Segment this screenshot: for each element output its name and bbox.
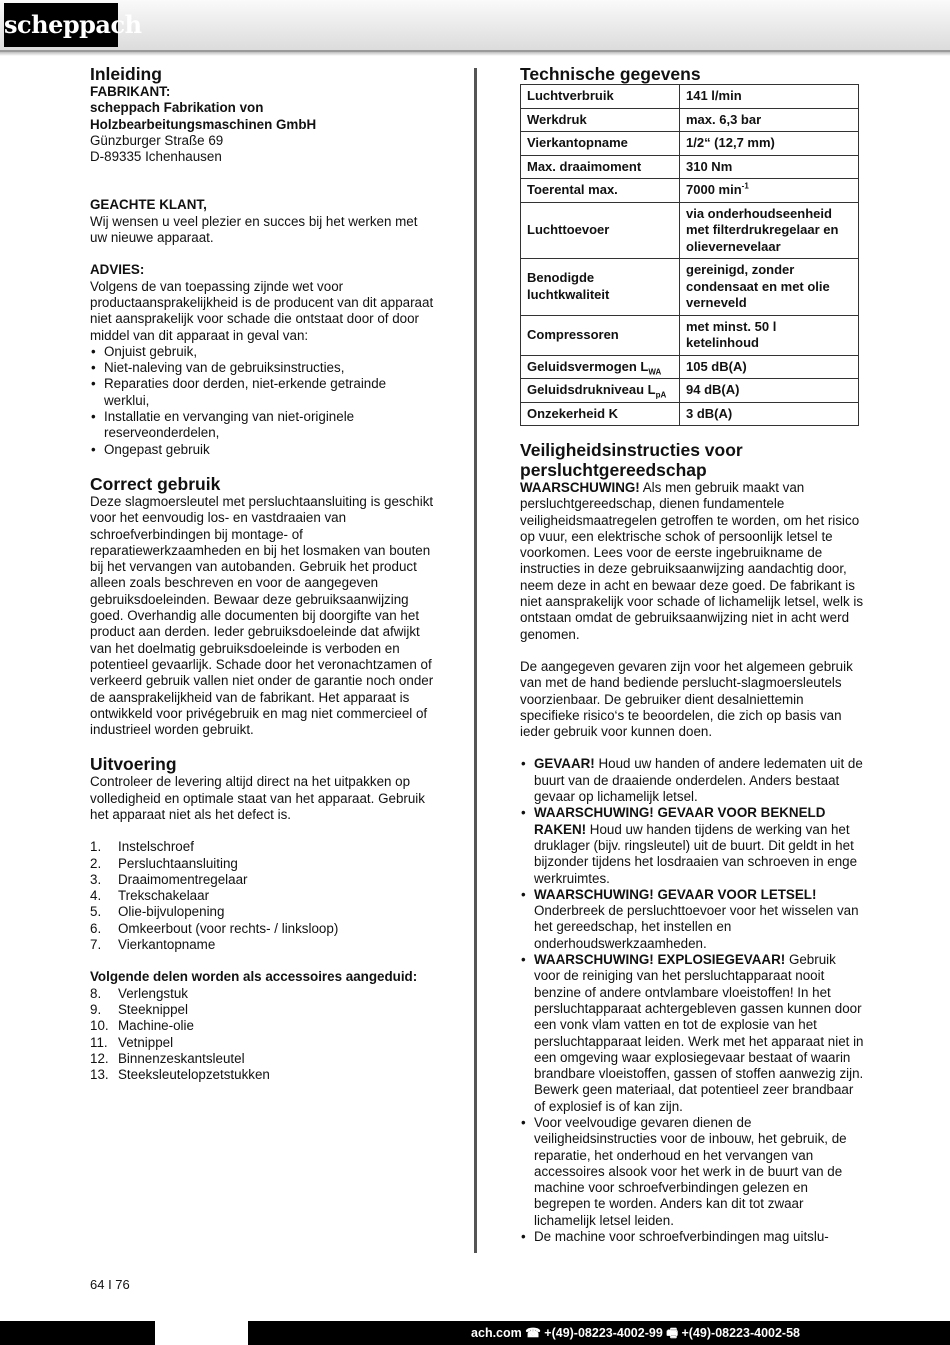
table-row: Benodigde luchtkwaliteit gereinigd, zonder condensaat en met olie verneveld — [521, 259, 859, 316]
table-row: Geluidsvermogen $L_{WA}$ 105 dB(A) — [521, 355, 859, 379]
table-row: Vierkantopname 1/2“ (12,7 mm) — [521, 132, 859, 156]
list-item: 13. Steeksleutelopzetstukken — [90, 1067, 270, 1083]
table-row: Max. draaimoment 310 Nm — [521, 155, 859, 179]
parts-list — [90, 839, 435, 953]
correct-gebruik-title: Correct gebruik — [90, 473, 221, 494]
safety-para2: De aangegeven gevaren zijn voor het algemeen gebruik van met de hand bediende perslucht-slagmoersleutels voorzienbaar. De gebruiker dient desalniettemin specifieke risico‘s te beoordelen, die zich op basis van ieder gebruik voor kunnen doen. — [520, 658, 853, 740]
list-item: • Niet-naleving van de gebruiksinstructies, — [90, 360, 435, 376]
uitvoering-title: Uitvoering — [90, 754, 177, 775]
list-item: 9. Steeknippel — [90, 1001, 188, 1017]
table-row: Luchttoevoer via onderhoudseenheid met filterdrukregelaar en olievernevelaar — [521, 202, 859, 259]
klant-text: Wij wensen u veel plezier en succes bij het werken met uw nieuwe apparaat. — [90, 213, 418, 246]
page-number: 64 I 76 — [90, 1277, 130, 1292]
list-item: • WAARSCHUWING! EXPLOSIEGEVAAR! Gebruik voor de reiniging van het persluchtapparaat nooit benzine of andere ontvlambare vloeistoffen! In het persluchtapparaat achtergebleven gassen kunnen door een vonk vlam vatten en tot de explosie van het persluchtapparaat leiden. Werk met het apparaat niet in een omgeving waar explosiegevaar bestaat of waarin brandbare vloeistoffen, gassen of stoffen aanwezig zijn. Bewerk geen materiaal, dat potentieel zeer brandbaar of explosief is of kan zijn. — [520, 952, 865, 1115]
list-item: • Ongepast gebruik — [90, 442, 435, 458]
list-item: • Reparaties door derden, niet-erkende getrainde werklui, — [90, 376, 435, 409]
column-divider — [474, 68, 477, 1253]
correct-gebruik-text: Deze slagmoersleutel met persluchtaansluiting is geschikt voor het eenvoudig los- en vastdraaien van schroefverbindingen bij montage- of reparatiewerkzaamheden en bij het losmaken van bouten bij het vervangen van autobanden. Gebruik het product alleen zoals beschreven en voor de aangegeven gebruiksdoeleinden. Bewaar deze gebruiksaanwijzing goed. Overhandig alle documenten bij doorgifte van het product aan derden. Ieder gebruiksdoeleinde dat afwijkt van het doelmatig gebruiksdoeleinde is verboden en potentieel gevaarlijk. Schade door het veronachtzamen of verkeerd gebruik vallen niet onder de garantie noch onder de aansprakelijkheid van de fabrikant. Het apparaat is ontwikkeld voor privégebruik en mag niet commercieel of industrieel worden gebruikt. — [90, 493, 434, 738]
table-row: Compressoren met minst. 50 l ketelinhoud — [521, 315, 859, 355]
left-column — [90, 64, 435, 1083]
spec-table — [520, 84, 859, 426]
list-item: • WAARSCHUWING! GEVAAR VOOR LETSEL! Onderbreek de persluchttoevoer voor het wisselen van het gereedschap, het instellen en onderhoudswerkzaamheden. — [520, 887, 865, 952]
safety-warning: WAARSCHUWING! Als men gebruik maakt van persluchtgereedschap, dienen fundamentele veiligheidsmaatregelen getroffen te worden, om het risico op vuur, een elektrische schok of persoonlijk letsel te voorkomen. Lees voor de eerste ingebruikname de instructies in deze gebruiksaanwijzing aandachtig door, neem deze in acht en bewaar deze goed. De fabrikant is niet aansprakelijk voor schade of lichamelijk letsel, welk is ontstaan omdat de gebruiksaanwijzing niet in acht werd genomen. — [520, 480, 864, 642]
inleiding-title: Inleiding — [90, 64, 162, 84]
table-row: Werkdruk max. 6,3 bar — [521, 108, 859, 132]
right-column — [520, 64, 865, 1245]
list-item: 3. Draaimomentregelaar — [90, 871, 248, 887]
page-header — [0, 0, 950, 52]
table-row: Toerental max. 7000 $\min^{-1}$ — [521, 179, 859, 203]
accessoires-label: Volgende delen worden als accessoires aangeduid: — [90, 969, 418, 985]
address-line2: D-89335 Ichenhausen — [90, 149, 222, 165]
list-item: 11. Vetnippel — [90, 1034, 174, 1050]
list-item: • De machine voor schroefverbindingen mag uitslu- — [520, 1229, 865, 1245]
safety-list — [520, 756, 865, 1245]
list-item: 6. Omkeerbout (voor rechts- / linksloop) — [90, 920, 339, 936]
list-item: • GEVAAR! Houd uw handen of andere ledematen uit de buurt van de draaiende onderdelen. Anders bestaat gevaar op lichamelijk letsel. — [520, 756, 865, 805]
scheppach-logo: scheppach — [4, 3, 118, 47]
advies-list — [90, 344, 435, 458]
tech-title: Technische gegevens — [520, 64, 701, 84]
footer-gap — [155, 1321, 248, 1345]
header-shadow — [0, 52, 950, 56]
list-item: 8. Verlengstuk — [90, 985, 188, 1001]
company-line2: Holzbearbeitungsmaschinen GmbH — [90, 116, 317, 132]
klant-label: GEACHTE KLANT, — [90, 197, 207, 213]
advies-label: ADVIES: — [90, 262, 145, 278]
list-item: • Onjuist gebruik, — [90, 344, 435, 360]
list-item: 2. Persluchtaansluiting — [90, 855, 238, 871]
list-item: • Installatie en vervanging van niet-originele reserveonderdelen, — [90, 409, 435, 442]
list-item: 4. Trekschakelaar — [90, 888, 210, 904]
list-item: 1. Instelschroef — [90, 839, 194, 855]
advies-text: Volgens de van toepassing zijnde wet voor productaansprakelijkheid is de producent van dit apparaat niet aansprakelijk voor schade die ontstaat door of door middel van dit apparaat in geval van: — [90, 278, 434, 343]
list-item: 7. Vierkantopname — [90, 937, 216, 953]
uitvoering-text: Controleer de levering altijd direct na het uitpakken op volledigheid en optimale staat van het apparaat. Gebruik het apparaat niet als het defect is. — [90, 774, 425, 822]
table-row: Luchtverbruik 141 l/min — [521, 85, 859, 109]
list-item: • WAARSCHUWING! GEVAAR VOOR BEKNELD RAKEN! Houd uw handen tijdens de werking van het druklager (bijv. ringsleutel) uit de buurt. Dit geldt in het bijzonder tijdens het losdraaien van schroeven in enge werkruimtes. — [520, 805, 865, 886]
company-line1: scheppach Fabrikation von — [90, 100, 264, 116]
safety-title: Veiligheidsinstructies voor persluchtgereedschap — [520, 440, 743, 480]
list-item: • Voor veelvoudige gevaren dienen de veiligheidsinstructies voor de inbouw, het gebruik, de reparatie, het onderhoud en het vervangen van accessoires alsook voor het werk in de buurt van de machine voor schroefverbindingen gelezen en begrepen te worden. Anders kan dit tot zwaar lichamelijk letsel leiden. — [520, 1115, 865, 1229]
fabrikant-label: FABRIKANT: — [90, 84, 171, 99]
list-item: 12. Binnenzeskantsleutel — [90, 1050, 245, 1066]
address-line1: Günzburger Straße 69 — [90, 132, 224, 148]
list-item: 10. Machine-olie — [90, 1018, 194, 1034]
table-row: Onzekerheid K 3 dB(A) — [521, 402, 859, 426]
list-item: 5. Olie-bijvulopening — [90, 904, 225, 920]
footer-contact: ach.com ☎ +(49)-08223-4002-99 🖷 +(49)-08223-4002-58 — [471, 1326, 800, 1340]
table-row: Geluidsdrukniveau $L_{pA}$ 94 dB(A) — [521, 379, 859, 403]
accessoires-list — [90, 986, 435, 1084]
